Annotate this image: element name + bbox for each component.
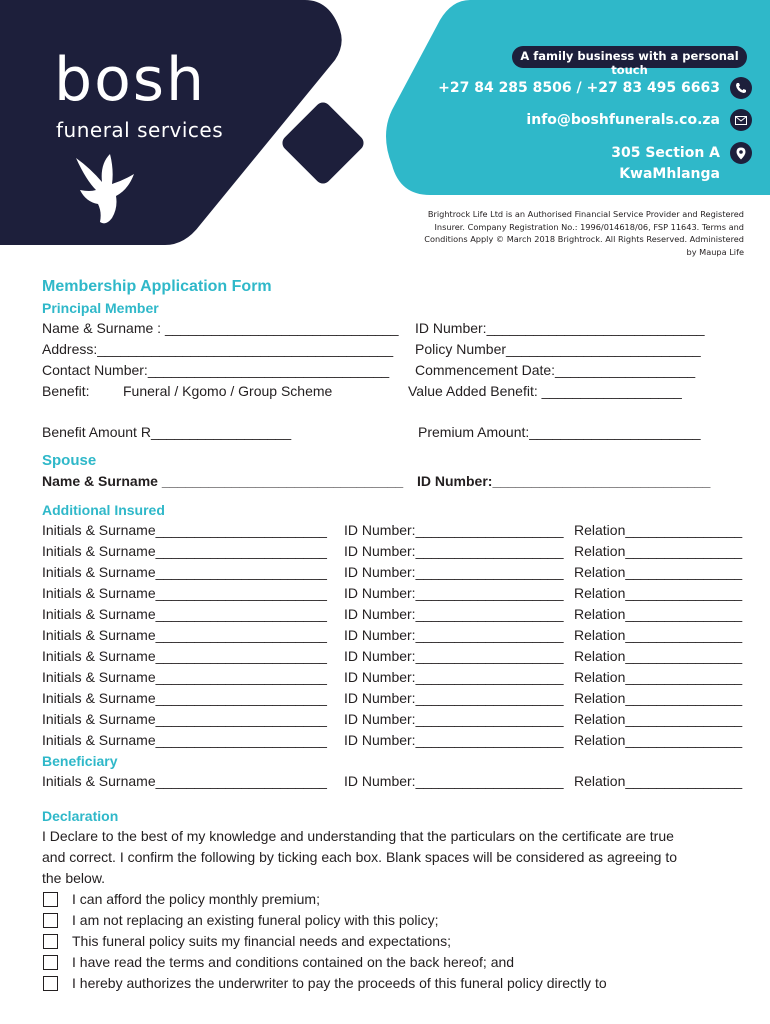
navy-diamond	[279, 99, 367, 187]
mail-icon	[730, 109, 752, 131]
brand-subtitle: funeral services	[56, 118, 224, 142]
brand-logo: bosh	[54, 45, 207, 115]
declaration-item	[42, 889, 754, 910]
insured-id-field[interactable]: ID Number:___________________	[344, 648, 564, 664]
insured-id-field[interactable]: ID Number:___________________	[344, 543, 564, 559]
location-pin-icon	[730, 142, 752, 164]
spacer	[42, 492, 754, 500]
insured-name-field[interactable]: Initials & Surname______________________	[42, 585, 327, 601]
insured-relation-field[interactable]: Relation_______________	[574, 606, 743, 622]
principal-row-amount	[42, 422, 754, 443]
declaration-text: I Declare to the best of my knowledge and understanding that the particulars on the certificate are true and correct. I confirm the following by ticking each box. Blank spaces will be considered as agreeing to the below.	[42, 828, 678, 886]
insured-relation-field[interactable]: Relation_______________	[574, 627, 743, 643]
additional-insured-list	[42, 520, 754, 751]
dove-icon	[72, 150, 142, 228]
beneficiary-relation-field[interactable]: Relation_______________	[574, 773, 743, 789]
additional-insured-row	[42, 709, 754, 730]
insured-relation-field[interactable]: Relation_______________	[574, 669, 743, 685]
insured-name-field[interactable]: Initials & Surname______________________	[42, 543, 327, 559]
additional-insured-row	[42, 583, 754, 604]
beneficiary-name-field[interactable]: Initials & Surname______________________	[42, 773, 327, 789]
declaration-item	[42, 952, 754, 973]
insured-name-field[interactable]: Initials & Surname______________________	[42, 564, 327, 580]
declaration-item-text: This funeral policy suits my financial needs and expectations;	[72, 933, 451, 949]
additional-insured-row	[42, 646, 754, 667]
declaration-item	[42, 910, 754, 931]
additional-insured-row	[42, 667, 754, 688]
insured-relation-field[interactable]: Relation_______________	[574, 648, 743, 664]
insured-name-field[interactable]: Initials & Surname______________________	[42, 732, 327, 748]
insured-id-field[interactable]: ID Number:___________________	[344, 627, 564, 643]
declaration-item-text: I hereby authorizes the underwriter to pay the proceeds of this funeral policy directly to	[72, 975, 607, 991]
declaration-checkbox[interactable]	[43, 955, 58, 970]
additional-insured-row	[42, 562, 754, 583]
insured-id-field[interactable]: ID Number:___________________	[344, 606, 564, 622]
beneficiary-row	[42, 771, 754, 792]
spacer	[42, 402, 754, 422]
insured-name-field[interactable]: Initials & Surname______________________	[42, 606, 327, 622]
address-line1: 305 Section A	[611, 145, 720, 161]
insured-name-field[interactable]: Initials & Surname______________________	[42, 627, 327, 643]
legal-disclaimer: Brightrock Life Ltd is an Authorised Financial Service Provider and Registered Insurer. Company Registration No.: 1996/014618/06, FSP 11643. Terms and Conditions Apply © March 2018 Brightrock. All Rights Reserved. Administered by Maupa Life	[424, 209, 744, 257]
declaration-item-text: I have read the terms and conditions contained on the back hereof; and	[72, 954, 515, 970]
declaration-heading: Declaration	[42, 808, 119, 824]
insured-relation-field[interactable]: Relation_______________	[574, 690, 743, 706]
additional-insured-row	[42, 604, 754, 625]
spacer	[42, 792, 754, 806]
insured-id-field[interactable]: ID Number:___________________	[344, 564, 564, 580]
insured-relation-field[interactable]: Relation_______________	[574, 711, 743, 727]
insured-id-field[interactable]: ID Number:___________________	[344, 711, 564, 727]
benefit-options[interactable]: Funeral / Kgomo / Group Scheme	[123, 383, 333, 399]
additional-insured-row	[42, 541, 754, 562]
declaration-checklist	[42, 889, 754, 994]
insured-id-field[interactable]: ID Number:___________________	[344, 669, 564, 685]
benefit-amount-field[interactable]: Benefit Amount R__________________	[42, 424, 292, 440]
declaration-item-text: I am not replacing an existing funeral policy with this policy;	[72, 912, 439, 928]
declaration-item-text: I can afford the policy monthly premium;	[72, 891, 320, 907]
tagline: A family business with a personal touch	[520, 49, 739, 77]
insured-name-field[interactable]: Initials & Surname______________________	[42, 522, 327, 538]
commencement-date-field[interactable]: Commencement Date:__________________	[415, 362, 696, 378]
principal-id-field[interactable]: ID Number:____________________________	[415, 320, 705, 336]
spacer	[42, 443, 754, 451]
email-address: info@boshfunerals.co.za	[526, 112, 720, 128]
insured-relation-field[interactable]: Relation_______________	[574, 732, 743, 748]
spouse-name-field[interactable]: Name & Surname _______________________________	[42, 473, 404, 489]
principal-row-name	[42, 318, 754, 339]
principal-row-benefit	[42, 381, 754, 402]
spouse-heading: Spouse	[42, 452, 97, 469]
insured-name-field[interactable]: Initials & Surname______________________	[42, 669, 327, 685]
additional-insured-row	[42, 688, 754, 709]
declaration-checkbox[interactable]	[43, 976, 58, 991]
declaration-checkbox[interactable]	[43, 934, 58, 949]
insured-name-field[interactable]: Initials & Surname______________________	[42, 648, 327, 664]
spouse-id-field[interactable]: ID Number:____________________________	[417, 473, 711, 489]
insured-relation-field[interactable]: Relation_______________	[574, 522, 743, 538]
declaration-checkbox[interactable]	[43, 892, 58, 907]
phone-number: +27 84 285 8506 / +27 83 495 6663	[438, 80, 720, 96]
spouse-row	[42, 471, 754, 492]
address-line2: KwaMhlanga	[619, 166, 720, 182]
additional-insured-row	[42, 625, 754, 646]
phone-icon	[730, 77, 752, 99]
beneficiary-heading: Beneficiary	[42, 753, 118, 769]
policy-number-field[interactable]: Policy Number_________________________	[415, 341, 701, 357]
additional-insured-row	[42, 520, 754, 541]
letterhead	[0, 0, 770, 260]
insured-relation-field[interactable]: Relation_______________	[574, 564, 743, 580]
beneficiary-id-field[interactable]: ID Number:___________________	[344, 773, 564, 789]
membership-form	[42, 276, 754, 994]
insured-id-field[interactable]: ID Number:___________________	[344, 690, 564, 706]
contact-number-field[interactable]: Contact Number:_______________________________	[42, 362, 390, 378]
insured-id-field[interactable]: ID Number:___________________	[344, 585, 564, 601]
insured-id-field[interactable]: ID Number:___________________	[344, 732, 564, 748]
insured-relation-field[interactable]: Relation_______________	[574, 585, 743, 601]
additional-insured-heading: Additional Insured	[42, 502, 165, 518]
premium-amount-field[interactable]: Premium Amount:______________________	[418, 424, 701, 440]
declaration-item	[42, 973, 754, 994]
benefit-label: Benefit:	[42, 383, 90, 399]
value-added-benefit-field[interactable]: Value Added Benefit: __________________	[408, 383, 682, 399]
declaration-item	[42, 931, 754, 952]
insured-name-field[interactable]: Initials & Surname______________________	[42, 690, 327, 706]
form-title: Membership Application Form	[42, 278, 272, 295]
principal-name-field[interactable]: Name & Surname : ______________________________	[42, 320, 399, 336]
principal-row-contact	[42, 360, 754, 381]
insured-relation-field[interactable]: Relation_______________	[574, 543, 743, 559]
principal-member-heading: Principal Member	[42, 300, 159, 316]
insured-name-field[interactable]: Initials & Surname______________________	[42, 711, 327, 727]
insured-id-field[interactable]: ID Number:___________________	[344, 522, 564, 538]
additional-insured-row	[42, 730, 754, 751]
principal-row-address	[42, 339, 754, 360]
principal-address-field[interactable]: Address:______________________________________	[42, 341, 394, 357]
declaration-checkbox[interactable]	[43, 913, 58, 928]
